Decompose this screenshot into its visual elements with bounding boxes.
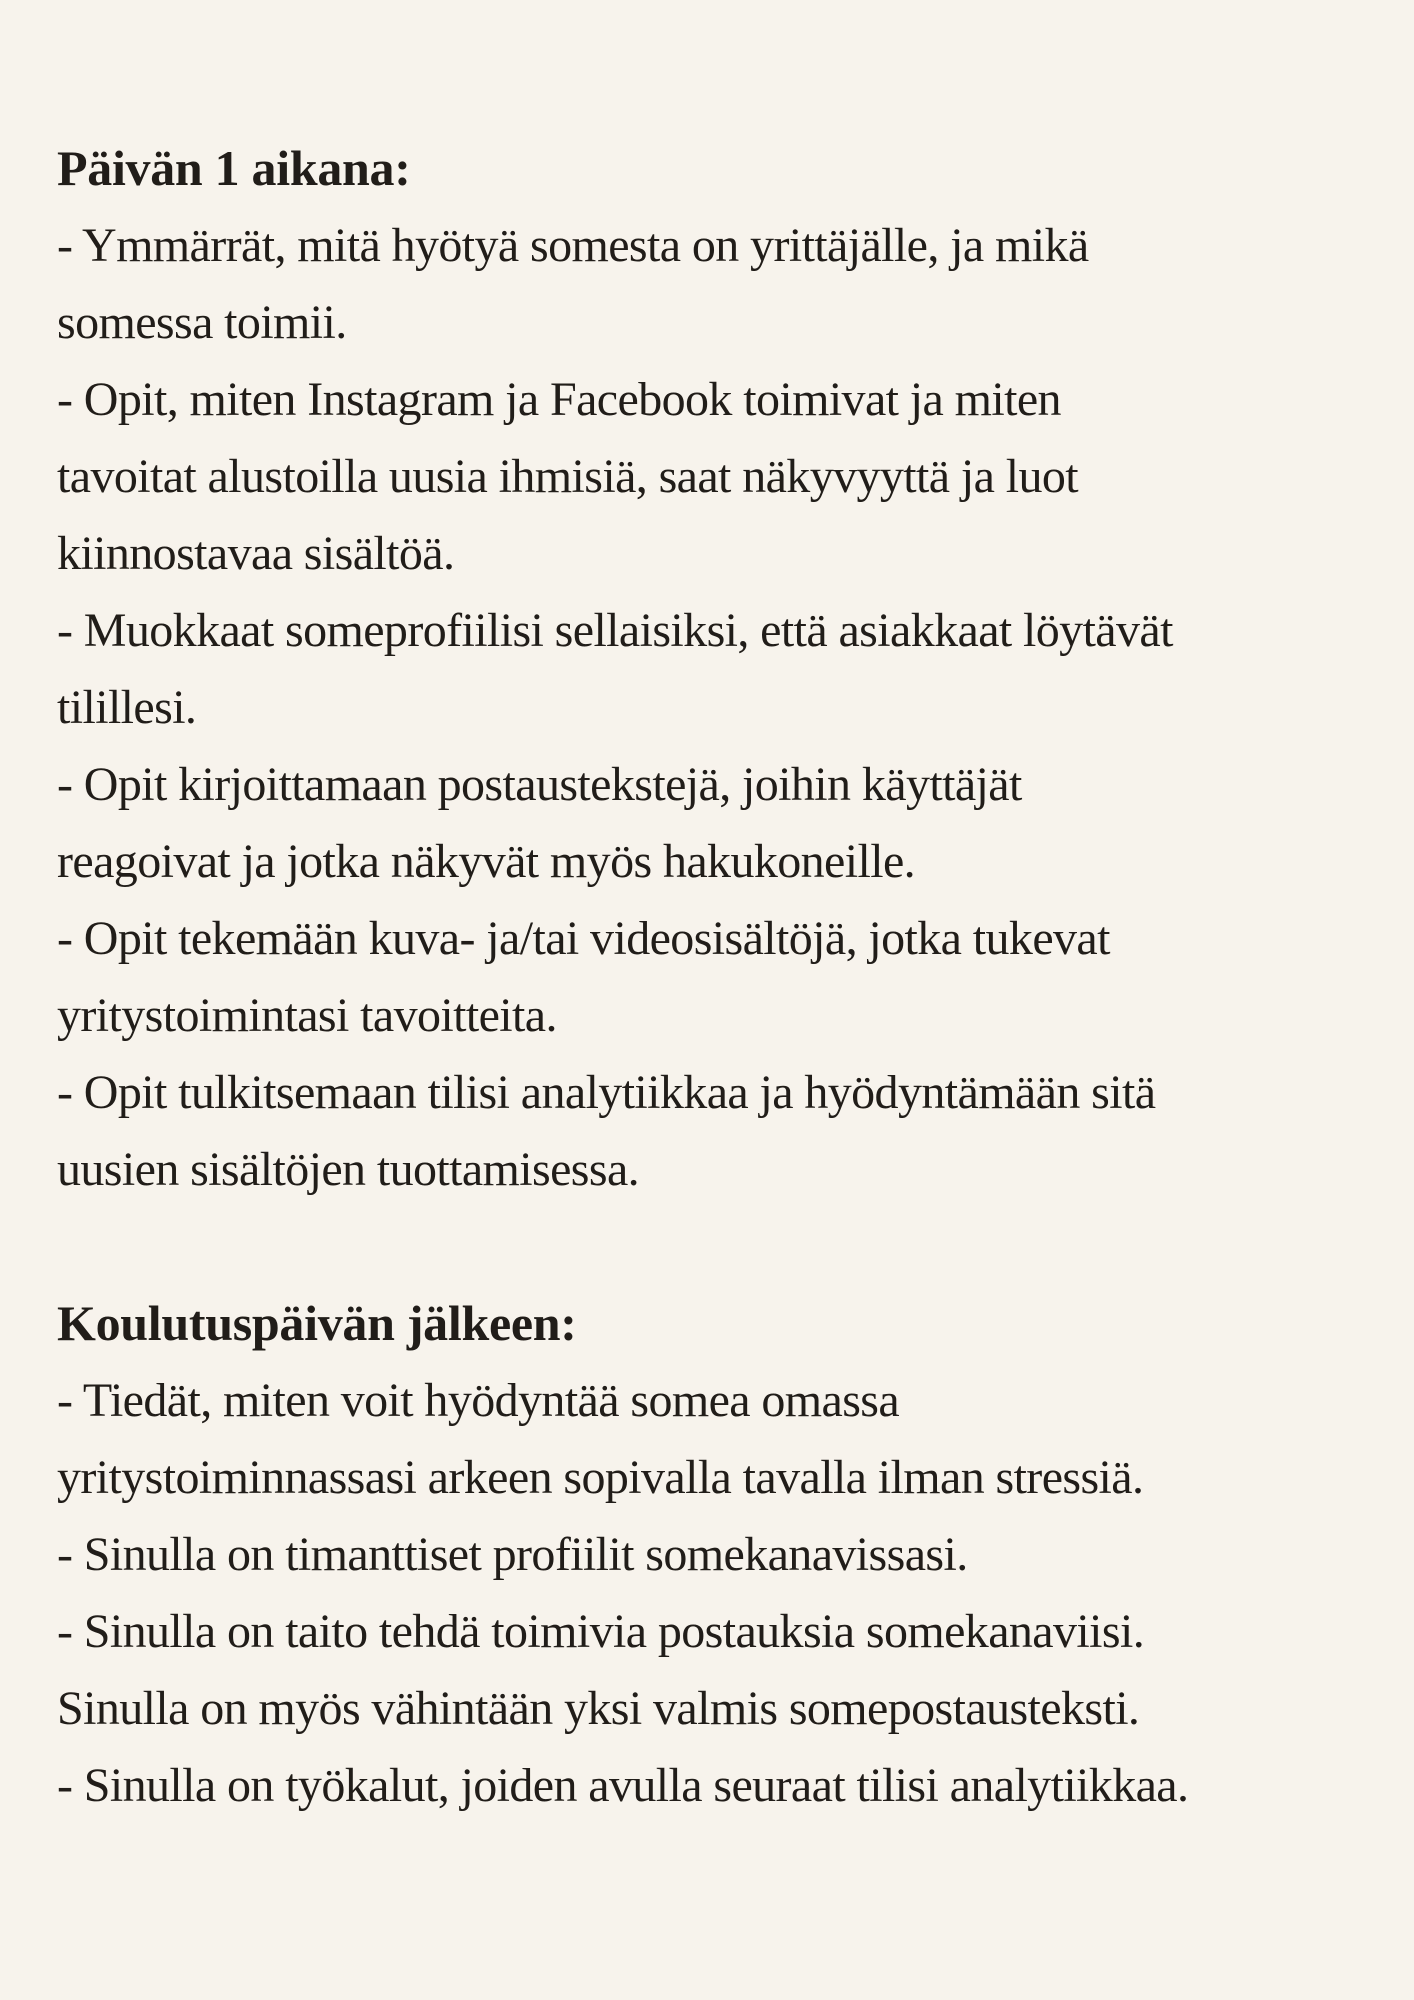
body-line: - Opit kirjoittamaan postaustekstejä, joihin käyttäjät <box>57 758 1022 811</box>
body-line: - Tiedät, miten voit hyödyntää somea omassa <box>57 1374 900 1427</box>
body-line: - Muokkaat someprofiilisi sellaisiksi, että asiakkaat löytävät <box>57 604 1173 657</box>
body-line: tilillesi. <box>57 681 197 734</box>
body-line: yritystoimintasi tavoitteita. <box>57 989 557 1042</box>
body-line: - Sinulla on työkalut, joiden avulla seuraat tilisi analytiikkaa. <box>57 1759 1189 1812</box>
body-line: - Opit tulkitsemaan tilisi analytiikkaa ja hyödyntämään sitä <box>57 1066 1156 1119</box>
body-line: - Opit, miten Instagram ja Facebook toimivat ja miten <box>57 373 1061 426</box>
body-line: yritystoiminnassasi arkeen sopivalla tavalla ilman stressiä. <box>57 1451 1144 1504</box>
body-line: - Sinulla on timanttiset profiilit somekanavissasi. <box>57 1528 968 1581</box>
body-line: reagoivat ja jotka näkyvät myös hakukoneille. <box>57 835 916 888</box>
body-line: Sinulla on myös vähintään yksi valmis somepostausteksti. <box>57 1682 1140 1735</box>
text-section <box>57 1285 1358 1824</box>
section-heading: Päivän 1 aikana: <box>57 140 411 196</box>
body-line: - Ymmärrät, mitä hyötyä somesta on yrittäjälle, ja mikä <box>57 219 1089 272</box>
text-section <box>57 130 1358 1208</box>
body-line: kiinnostavaa sisältöä. <box>57 527 455 580</box>
body-line: - Opit tekemään kuva- ja/tai videosisältöjä, jotka tukevat <box>57 912 1110 965</box>
body-line: uusien sisältöjen tuottamisessa. <box>57 1143 640 1196</box>
body-line: somessa toimii. <box>57 296 347 349</box>
section-heading: Koulutuspäivän jälkeen: <box>57 1295 577 1351</box>
body-line: tavoitat alustoilla uusia ihmisiä, saat näkyvyyttä ja luot <box>57 450 1078 503</box>
content <box>57 130 1358 1824</box>
body-line: - Sinulla on taito tehdä toimivia postauksia somekanaviisi. <box>57 1605 1145 1658</box>
